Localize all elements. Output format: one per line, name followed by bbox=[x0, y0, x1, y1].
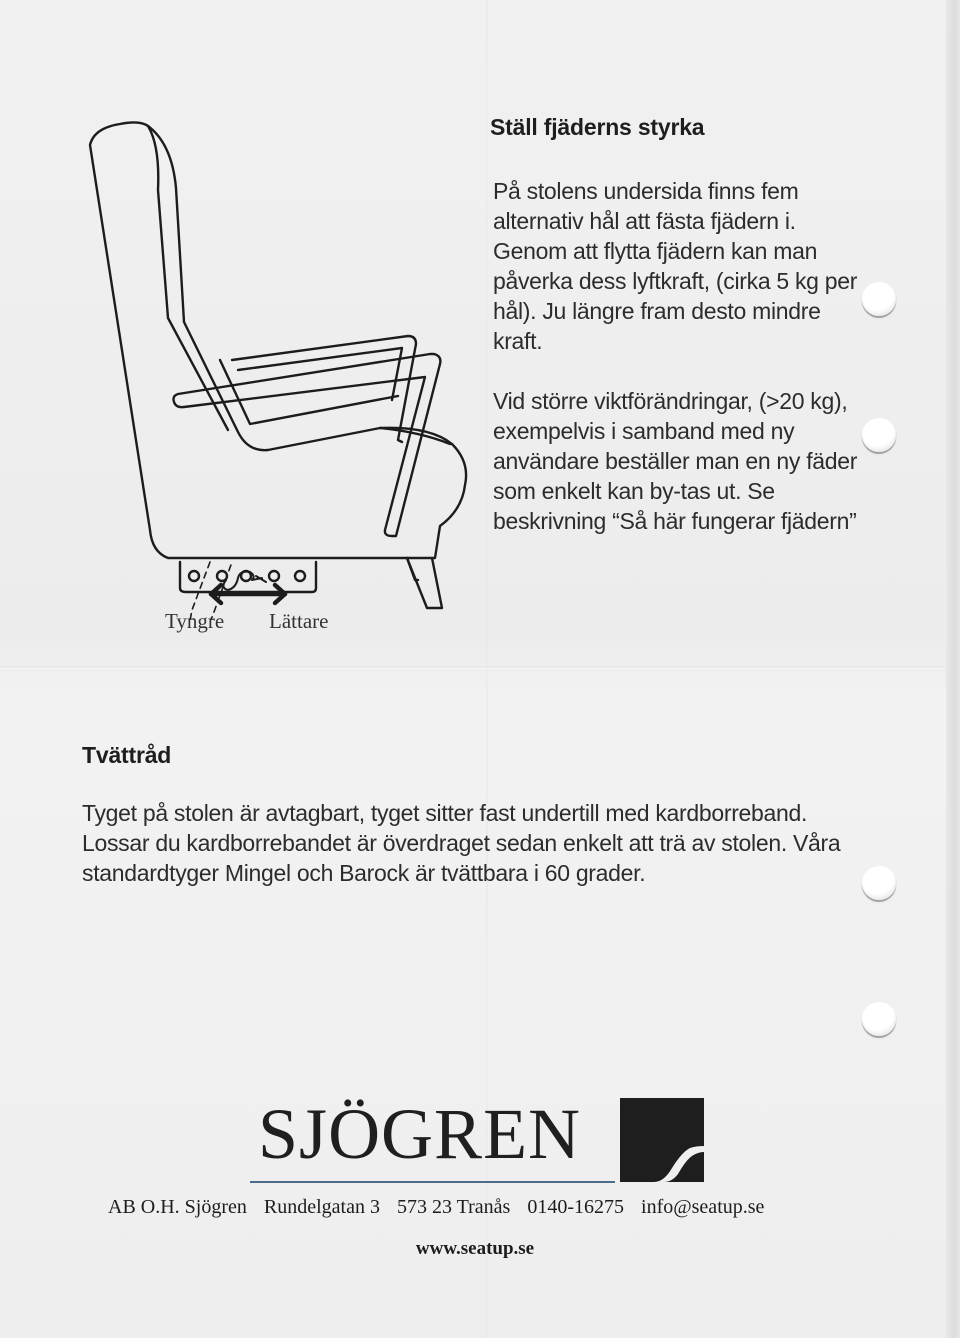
footer-company: AB O.H. Sjögren bbox=[108, 1196, 247, 1218]
footer-email: info@seatup.se bbox=[641, 1196, 765, 1218]
label-heavier: Tyngre bbox=[165, 609, 225, 633]
logo-wordmark: SJÖGREN bbox=[258, 1094, 582, 1174]
label-lighter: Lättare bbox=[269, 609, 329, 633]
punch-hole bbox=[862, 866, 896, 900]
section-title-spring: Ställ fjäderns styrka bbox=[490, 114, 705, 140]
wash-paragraph: Tyget på stolen är avtagbart, tyget sitter fast undertill med kardborreband. Lossar du kardborrebandet är överdraget sedan enkelt att trä av stolen. Våra standardtyger Mingel och Barock är tvättbara i 60 grader. bbox=[82, 800, 841, 886]
footer-street: Rundelgatan 3 bbox=[263, 1196, 380, 1218]
footer-website-row bbox=[0, 1238, 960, 1260]
punch-hole bbox=[862, 282, 896, 316]
logo-underline bbox=[250, 1181, 615, 1183]
punch-hole bbox=[862, 1002, 896, 1036]
punch-hole bbox=[862, 418, 896, 452]
footer-phone: 0140-16275 bbox=[527, 1196, 625, 1218]
logo-mark-icon bbox=[620, 1098, 704, 1182]
footer-website: www.seatup.se bbox=[415, 1238, 535, 1259]
footer-contact-line bbox=[108, 1196, 781, 1219]
chair-illustration bbox=[80, 110, 480, 620]
spring-paragraph-2: Vid större viktförändringar, (>20 kg), exempelvis i samband med ny användare beställer man en ny fäder som enkelt kan by-tas ut. Se beskrivning “Så här fungerar fjädern” bbox=[493, 388, 858, 534]
page-edge bbox=[946, 0, 960, 1338]
fold-crease-horizontal bbox=[0, 666, 960, 669]
double-arrow-icon bbox=[205, 580, 291, 608]
section-title-wash: Tvättråd bbox=[82, 742, 172, 768]
footer-postal: 573 23 Tranås bbox=[396, 1196, 511, 1218]
spring-paragraph-1: På stolens undersida finns fem alternativ hål att fästa fjädern i. Genom att flytta fjädern kan man påverka dess lyftkraft, (cirka 5 kg per hål). Ju längre fram desto mindre kraft. bbox=[493, 178, 858, 354]
